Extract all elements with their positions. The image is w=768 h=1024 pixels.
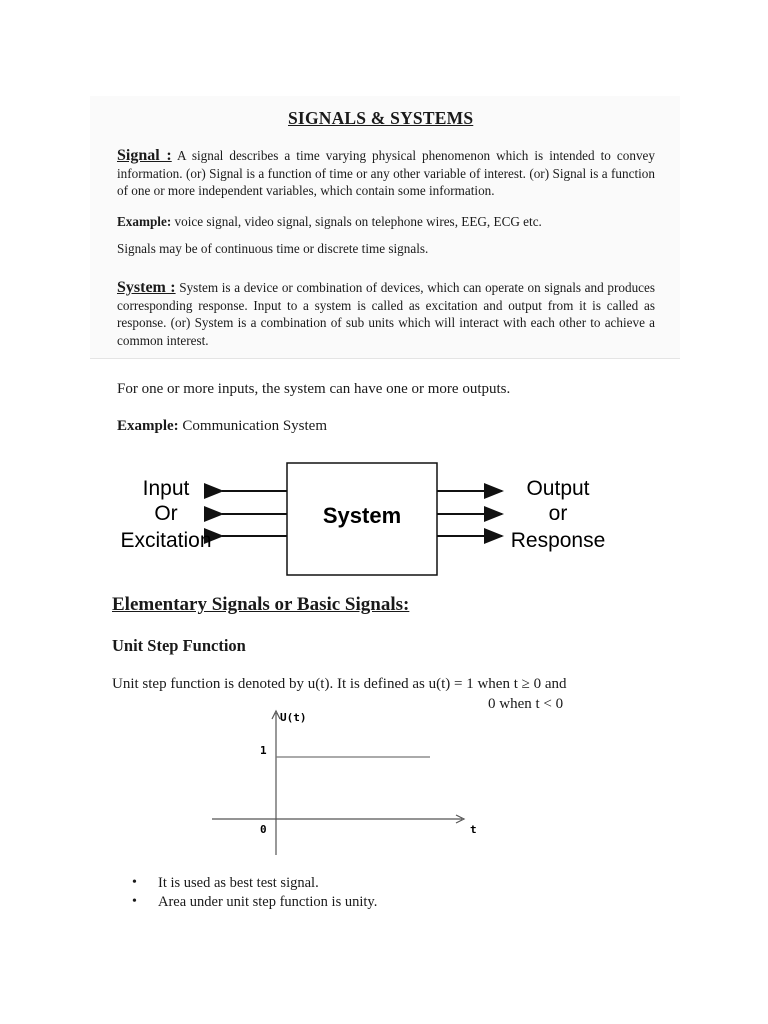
example-label: Example: bbox=[117, 214, 172, 229]
list-item: • It is used as best test signal. bbox=[132, 874, 377, 893]
list-item: • Area under unit step function is unity. bbox=[132, 893, 377, 912]
input-label-line-2: Or bbox=[154, 502, 178, 525]
example2-text: Communication System bbox=[178, 418, 328, 434]
inputs-outputs-text: For one or more inputs, the system can have one or more outputs. bbox=[117, 381, 511, 397]
input-label-line-3: Excitation bbox=[120, 529, 212, 552]
system-text: System is a device or combination of devices, which can operate on signals and produces corresponding response. Input to a system is called as excitation and output from it is called as response. (or) System is a combination of sub units which will interact with each other to achieve a common interest. bbox=[117, 280, 655, 348]
system-block-diagram bbox=[0, 455, 768, 585]
y-axis-label: U(t) bbox=[280, 711, 307, 724]
document-title: SIGNALS & SYSTEMS bbox=[288, 108, 474, 128]
output-label-line-2: or bbox=[548, 502, 568, 525]
example-signals bbox=[117, 213, 657, 231]
unit-step-properties-list bbox=[132, 874, 377, 912]
example-communication bbox=[117, 418, 327, 435]
signal-types-text: Signals may be of continuous time or discrete time signals. bbox=[117, 241, 429, 256]
unit-step-definition-line-1: Unit step function is denoted by u(t). It is defined as u(t) = 1 when t ≥ 0 and bbox=[112, 676, 567, 692]
signal-definition bbox=[117, 147, 655, 200]
origin-label: 0 bbox=[260, 823, 267, 836]
system-term: System : bbox=[117, 279, 176, 296]
example2-label: Example: bbox=[117, 418, 179, 434]
x-axis-label: t bbox=[470, 823, 477, 836]
elementary-signals-heading: Elementary Signals or Basic Signals: bbox=[112, 594, 410, 615]
system-box-label: System bbox=[322, 503, 402, 528]
unit-step-heading: Unit Step Function bbox=[112, 636, 246, 655]
example-text: voice signal, video signal, signals on telephone wires, EEG, ECG etc. bbox=[171, 214, 542, 229]
signal-term: Signal : bbox=[117, 147, 172, 164]
signal-text: A signal describes a time varying physical phenomenon which is intended to convey information. (or) Signal is a function of time or any other variable of interest. (or) Signal is a function of one or more independent variables, which contain some information. bbox=[117, 148, 655, 199]
output-label-line-3: Response bbox=[510, 529, 606, 552]
output-label-line-1: Output bbox=[526, 477, 590, 500]
input-label-line-1: Input bbox=[142, 477, 190, 500]
system-definition bbox=[117, 279, 655, 349]
unit-step-graph bbox=[200, 705, 500, 865]
unit-step-definition-line-2: 0 when t < 0 bbox=[488, 696, 564, 712]
level-one-label: 1 bbox=[260, 744, 267, 757]
